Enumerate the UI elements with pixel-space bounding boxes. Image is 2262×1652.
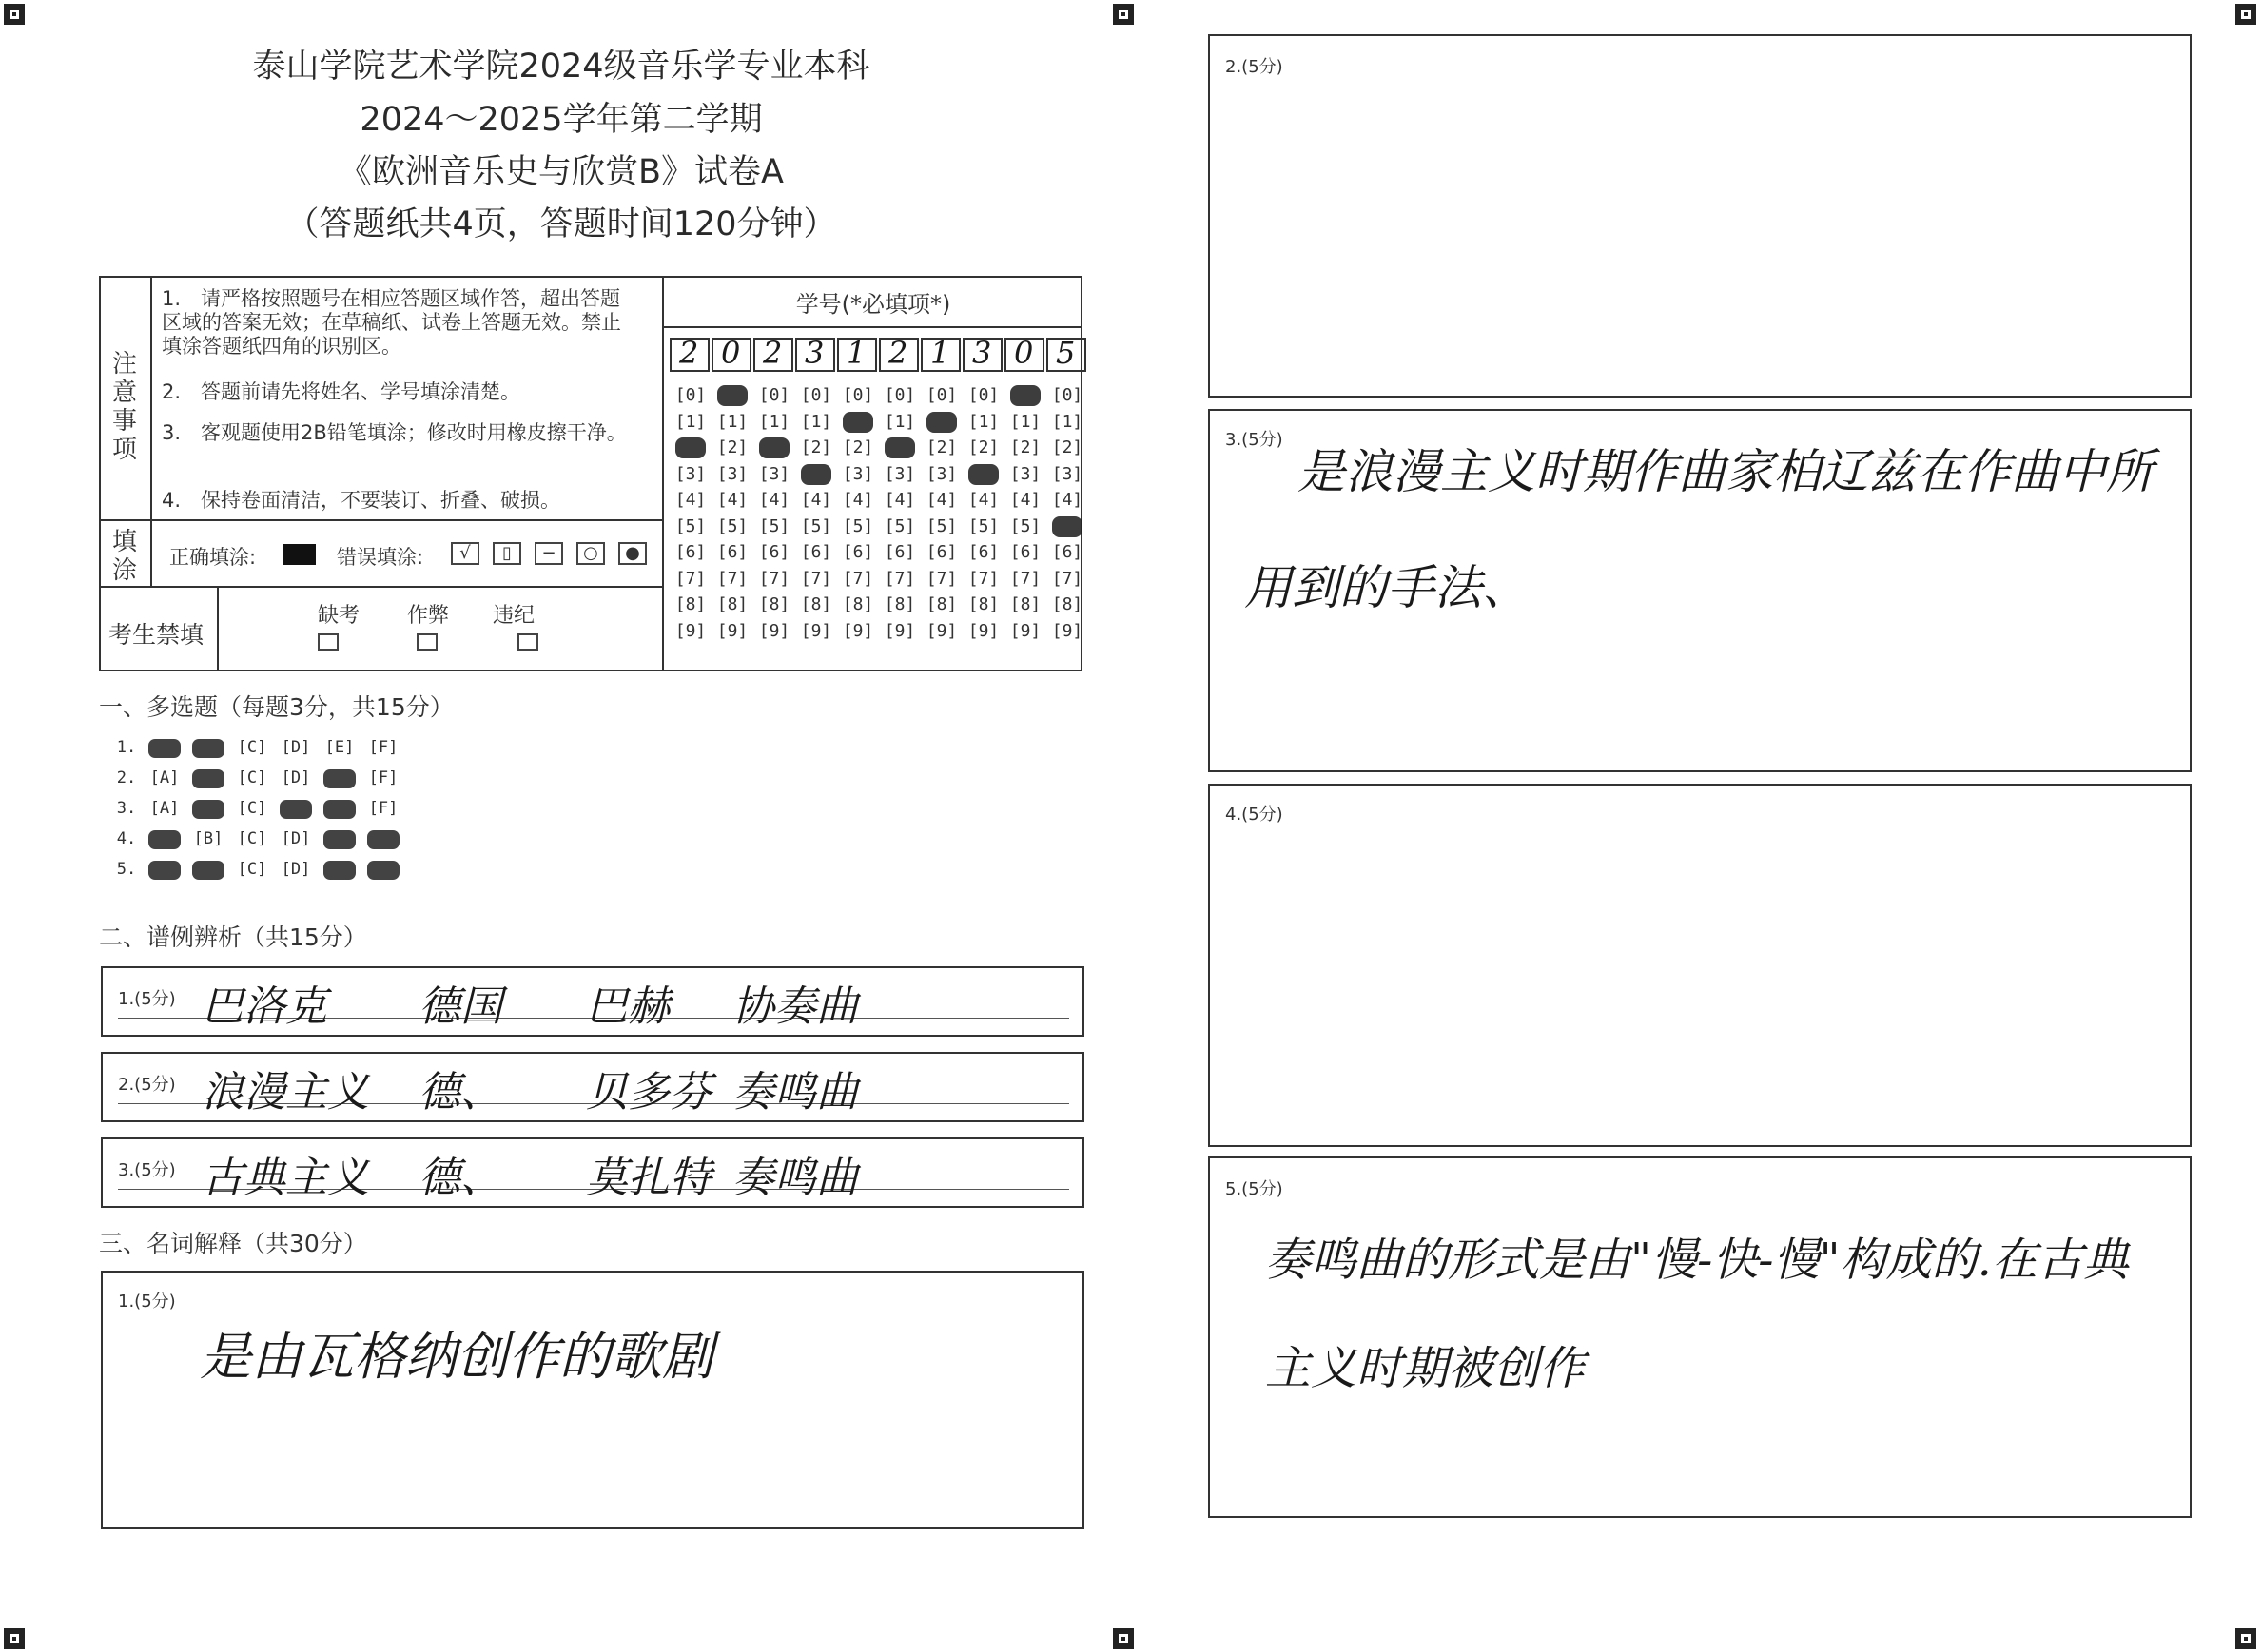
absent-checkbox[interactable] bbox=[318, 633, 339, 651]
wrong-fill-half: ▯ bbox=[493, 542, 521, 565]
student-id-digit: 3 bbox=[805, 335, 825, 371]
table-divider bbox=[217, 586, 219, 671]
student-id-bubble[interactable]: [8] bbox=[884, 594, 916, 614]
student-id-bubble[interactable]: [8] bbox=[674, 594, 707, 614]
mc-option[interactable]: [F] bbox=[368, 799, 399, 818]
student-id-bubble-filled[interactable] bbox=[885, 437, 915, 458]
student-id-bubble[interactable]: [7] bbox=[884, 568, 916, 589]
student-id-bubble[interactable]: [7] bbox=[800, 568, 832, 589]
mc-option-filled[interactable] bbox=[367, 830, 400, 849]
question-label: 2.(5分) bbox=[1225, 57, 1283, 77]
student-id-bubble[interactable]: [8] bbox=[926, 594, 958, 614]
student-id-bubble[interactable]: [5] bbox=[884, 515, 916, 536]
student-id-bubble[interactable]: [8] bbox=[1051, 594, 1083, 614]
student-id-bubble[interactable]: [4] bbox=[842, 490, 874, 510]
student-id-bubble[interactable]: [1] bbox=[800, 411, 832, 432]
handwritten-answer-part: 古典主义 bbox=[202, 1154, 369, 1202]
mc-option[interactable]: [C] bbox=[237, 799, 267, 818]
student-id-digit: 1 bbox=[930, 335, 950, 371]
student-id-digit: 2 bbox=[679, 335, 699, 371]
student-id-bubble[interactable]: [7] bbox=[967, 568, 1000, 589]
student-id-bubble[interactable]: [6] bbox=[842, 542, 874, 562]
section1-title: 一、多选题（每题3分，共15分） bbox=[99, 693, 454, 721]
mc-option[interactable]: [F] bbox=[368, 738, 399, 757]
forbidden-label: 考生禁填 bbox=[108, 621, 205, 649]
student-id-bubble[interactable]: [9] bbox=[842, 620, 874, 641]
student-id-bubble[interactable]: [3] bbox=[758, 463, 790, 484]
student-id-bubble[interactable]: [5] bbox=[926, 515, 958, 536]
handwritten-answer-part: 巴洛克 bbox=[202, 982, 327, 1031]
student-id-bubble[interactable]: [0] bbox=[800, 385, 832, 405]
table-divider bbox=[150, 519, 152, 586]
student-id-bubble[interactable]: [5] bbox=[758, 515, 790, 536]
question-label: 1.(5分) bbox=[118, 1292, 176, 1312]
student-id-bubble[interactable]: [5] bbox=[1009, 515, 1042, 536]
student-id-bubble[interactable]: [8] bbox=[716, 594, 749, 614]
student-id-bubble[interactable]: [5] bbox=[674, 515, 707, 536]
mc-question-number: 5. bbox=[116, 860, 137, 879]
student-id-digit: 2 bbox=[763, 335, 783, 371]
mc-question-number: 2. bbox=[116, 768, 137, 787]
student-id-bubble[interactable]: [1] bbox=[967, 411, 1000, 432]
student-id-bubble[interactable]: [8] bbox=[967, 594, 1000, 614]
handwritten-answer-part: 浪漫主义 bbox=[202, 1068, 369, 1117]
student-id-bubble[interactable]: [9] bbox=[884, 620, 916, 641]
mc-option-filled[interactable] bbox=[148, 830, 181, 849]
answer-box-term-4[interactable] bbox=[1208, 784, 2192, 1147]
student-id-digit: 2 bbox=[888, 335, 908, 371]
table-divider bbox=[99, 586, 664, 588]
section2-title: 二、谱例辨析（共15分） bbox=[99, 923, 367, 951]
mc-option-filled[interactable] bbox=[280, 800, 312, 819]
question-label: 3.(5分) bbox=[118, 1160, 176, 1180]
header-line-1: 泰山学院艺术学院2024级音乐学专业本科 bbox=[252, 48, 870, 86]
mc-option[interactable]: [A] bbox=[149, 768, 180, 787]
student-id-bubble[interactable]: [7] bbox=[1051, 568, 1083, 589]
wrong-fill-dot: ● bbox=[618, 542, 647, 565]
table-divider bbox=[150, 276, 152, 519]
wrong-fill-dash: − bbox=[535, 542, 563, 565]
table-divider bbox=[99, 519, 664, 521]
mc-option[interactable]: [F] bbox=[368, 768, 399, 787]
student-id-bubble[interactable]: [9] bbox=[1051, 620, 1083, 641]
question-label: 1.(5分) bbox=[118, 989, 176, 1009]
mc-option-filled[interactable] bbox=[192, 739, 224, 758]
answer-box-term-1[interactable] bbox=[101, 1271, 1084, 1529]
student-id-bubble[interactable]: [4] bbox=[758, 490, 790, 510]
student-id-bubble[interactable]: [0] bbox=[674, 385, 707, 405]
cheat-label: 作弊 bbox=[407, 604, 450, 628]
student-id-bubble[interactable]: [3] bbox=[716, 463, 749, 484]
student-id-bubble[interactable]: [6] bbox=[716, 542, 749, 562]
correct-fill-sample bbox=[283, 544, 316, 565]
mc-question-number: 1. bbox=[116, 738, 137, 757]
header-line-3: 《欧洲音乐史与欣赏B》试卷A bbox=[339, 153, 784, 191]
question-label: 5.(5分) bbox=[1225, 1179, 1283, 1199]
handwritten-answer-part: 德国 bbox=[419, 982, 502, 1031]
student-id-bubble[interactable]: [2] bbox=[1051, 437, 1083, 457]
student-id-bubble[interactable]: [5] bbox=[800, 515, 832, 536]
student-id-bubble[interactable]: [1] bbox=[716, 411, 749, 432]
student-id-bubble[interactable]: [1] bbox=[674, 411, 707, 432]
mc-option-filled[interactable] bbox=[323, 800, 356, 819]
student-id-bubble-filled[interactable] bbox=[1010, 385, 1041, 406]
wrong-fill-circle: ○ bbox=[576, 542, 605, 565]
student-id-bubble-filled[interactable] bbox=[968, 464, 999, 485]
mc-option[interactable]: [D] bbox=[281, 738, 311, 757]
discipline-checkbox[interactable] bbox=[517, 633, 538, 651]
student-id-bubble[interactable]: [3] bbox=[884, 463, 916, 484]
student-id-bubble[interactable]: [2] bbox=[842, 437, 874, 457]
student-id-digit: 0 bbox=[1014, 335, 1034, 371]
mc-option-filled[interactable] bbox=[323, 861, 356, 880]
handwritten-answer-part: 巴赫 bbox=[586, 982, 670, 1031]
notice-label: 注意事项 bbox=[111, 350, 137, 464]
student-id-bubble[interactable]: [6] bbox=[967, 542, 1000, 562]
mc-option[interactable]: [C] bbox=[237, 860, 267, 879]
registration-mark-bottom-center bbox=[1113, 1628, 1134, 1649]
handwritten-answer-part: 奏鸣曲 bbox=[732, 1154, 858, 1202]
student-id-bubble-filled[interactable] bbox=[759, 437, 790, 458]
mc-option-filled[interactable] bbox=[367, 861, 400, 880]
student-id-bubble[interactable]: [8] bbox=[758, 594, 790, 614]
student-id-bubble[interactable]: [4] bbox=[1009, 490, 1042, 510]
student-id-bubble[interactable]: [1] bbox=[1051, 411, 1083, 432]
header-line-2: 2024～2025学年第二学期 bbox=[360, 101, 763, 139]
student-id-bubble-filled[interactable] bbox=[717, 385, 748, 406]
question-label: 2.(5分) bbox=[118, 1075, 176, 1095]
mc-option[interactable]: [D] bbox=[281, 768, 311, 787]
mc-option-filled[interactable] bbox=[148, 861, 181, 880]
mc-option-filled[interactable] bbox=[192, 861, 224, 880]
student-id-bubble[interactable]: [6] bbox=[800, 542, 832, 562]
question-label: 4.(5分) bbox=[1225, 805, 1283, 825]
registration-mark-top-center bbox=[1113, 4, 1134, 25]
table-divider bbox=[662, 276, 664, 671]
student-id-bubble[interactable]: [9] bbox=[967, 620, 1000, 641]
mc-option-filled[interactable] bbox=[192, 800, 224, 819]
student-id-bubble[interactable]: [3] bbox=[674, 463, 707, 484]
student-id-bubble[interactable]: [6] bbox=[884, 542, 916, 562]
mc-option[interactable]: [D] bbox=[281, 860, 311, 879]
handwritten-answer-line-1: 奏鸣曲的形式是由"慢-快-慢"构成的.在古典 bbox=[1265, 1234, 2129, 1287]
handwritten-answer-line-2: 主义时期被创作 bbox=[1265, 1342, 1586, 1395]
student-id-bubble[interactable]: [5] bbox=[842, 515, 874, 536]
registration-mark-top-right bbox=[2235, 4, 2256, 25]
mc-option-filled[interactable] bbox=[323, 769, 356, 788]
student-id-bubble[interactable]: [6] bbox=[1051, 542, 1083, 562]
registration-mark-bottom-left bbox=[4, 1628, 25, 1649]
section3-title: 三、名词解释（共30分） bbox=[99, 1230, 367, 1257]
student-id-bubble[interactable]: [6] bbox=[1009, 542, 1042, 562]
mc-option-filled[interactable] bbox=[148, 739, 181, 758]
mc-option[interactable]: [E] bbox=[324, 738, 355, 757]
student-id-bubble[interactable]: [7] bbox=[1009, 568, 1042, 589]
student-id-bubble[interactable]: [3] bbox=[1051, 463, 1083, 484]
student-id-bubble[interactable]: [1] bbox=[884, 411, 916, 432]
notice-item-3: 3. 客观题使用2B铅笔填涂；修改时用橡皮擦干净。 bbox=[162, 421, 627, 444]
correct-fill-label: 正确填涂: bbox=[169, 546, 257, 569]
question-label: 3.(5分) bbox=[1225, 430, 1283, 450]
student-id-bubble[interactable]: [9] bbox=[1009, 620, 1042, 641]
mc-option-filled[interactable] bbox=[192, 769, 224, 788]
student-id-bubble[interactable]: [0] bbox=[967, 385, 1000, 405]
mc-option[interactable]: [A] bbox=[149, 799, 180, 818]
notice-item-4: 4. 保持卷面清洁，不要装订、折叠、破损。 bbox=[162, 489, 561, 512]
student-id-bubble[interactable]: [4] bbox=[884, 490, 916, 510]
student-id-bubble[interactable]: [7] bbox=[842, 568, 874, 589]
registration-mark-bottom-right bbox=[2235, 1628, 2256, 1649]
student-id-bubble-filled[interactable] bbox=[1052, 516, 1082, 537]
student-id-bubble[interactable]: [7] bbox=[758, 568, 790, 589]
student-id-bubble[interactable]: [4] bbox=[1051, 490, 1083, 510]
student-id-bubble[interactable]: [3] bbox=[1009, 463, 1042, 484]
student-id-bubble[interactable]: [2] bbox=[716, 437, 749, 457]
student-id-bubble[interactable]: [7] bbox=[926, 568, 958, 589]
registration-mark-top-left bbox=[4, 4, 25, 25]
student-id-bubble[interactable]: [8] bbox=[1009, 594, 1042, 614]
student-id-bubble[interactable]: [6] bbox=[758, 542, 790, 562]
mc-question-number: 3. bbox=[116, 799, 137, 818]
handwritten-answer-part: 贝多芬 bbox=[586, 1068, 712, 1117]
student-id-bubble[interactable]: [2] bbox=[967, 437, 1000, 457]
student-id-bubble[interactable]: [5] bbox=[967, 515, 1000, 536]
wrong-fill-label: 错误填涂: bbox=[337, 546, 424, 569]
mc-option[interactable]: [C] bbox=[237, 738, 267, 757]
wrong-fill-check: √ bbox=[451, 542, 479, 565]
student-id-digit: 3 bbox=[972, 335, 992, 371]
student-id-bubble[interactable]: [4] bbox=[800, 490, 832, 510]
student-id-bubble[interactable]: [3] bbox=[842, 463, 874, 484]
student-id-bubble[interactable]: [9] bbox=[758, 620, 790, 641]
mc-question-number: 4. bbox=[116, 829, 137, 848]
handwritten-answer-part: 奏鸣曲 bbox=[732, 1068, 858, 1117]
handwritten-answer-part: 协奏曲 bbox=[732, 982, 858, 1031]
student-id-bubble[interactable]: [0] bbox=[1051, 385, 1083, 405]
answer-box-term-2[interactable] bbox=[1208, 34, 2192, 398]
student-id-bubble[interactable]: [4] bbox=[674, 490, 707, 510]
student-id-bubble[interactable]: [9] bbox=[926, 620, 958, 641]
student-id-bubble[interactable]: [7] bbox=[674, 568, 707, 589]
mc-option[interactable]: [C] bbox=[237, 768, 267, 787]
student-id-bubble[interactable]: [2] bbox=[800, 437, 832, 457]
id-divider bbox=[664, 326, 1082, 328]
student-id-digit: 0 bbox=[721, 335, 741, 371]
handwritten-answer-line-1: 是浪漫主义时期作曲家柏辽兹在作曲中所 bbox=[1297, 444, 2154, 499]
student-id-bubble[interactable]: [9] bbox=[800, 620, 832, 641]
student-id-bubble[interactable]: [2] bbox=[926, 437, 958, 457]
student-id-bubble[interactable]: [8] bbox=[800, 594, 832, 614]
student-id-bubble[interactable]: [9] bbox=[716, 620, 749, 641]
mc-option-filled[interactable] bbox=[323, 830, 356, 849]
fill-label: 填涂 bbox=[111, 528, 137, 585]
handwritten-answer-part: 莫扎特 bbox=[586, 1154, 712, 1202]
header-line-4: （答题纸共4页，答题时间120分钟） bbox=[285, 205, 837, 243]
student-id-bubble[interactable]: [3] bbox=[926, 463, 958, 484]
student-id-digit: 5 bbox=[1056, 335, 1076, 371]
student-id-bubble[interactable]: [4] bbox=[716, 490, 749, 510]
notice-item-2: 2. 答题前请先将姓名、学号填涂清楚。 bbox=[162, 380, 521, 403]
handwritten-answer-part: 德、 bbox=[419, 1154, 502, 1202]
student-id-bubble[interactable]: [8] bbox=[842, 594, 874, 614]
student-id-bubble[interactable]: [6] bbox=[926, 542, 958, 562]
handwritten-answer-part: 德、 bbox=[419, 1068, 502, 1117]
student-id-bubble[interactable]: [4] bbox=[926, 490, 958, 510]
student-id-bubble[interactable]: [0] bbox=[884, 385, 916, 405]
student-id-bubble[interactable]: [4] bbox=[967, 490, 1000, 510]
cheat-checkbox[interactable] bbox=[417, 633, 438, 651]
student-id-bubble[interactable]: [0] bbox=[842, 385, 874, 405]
student-id-bubble-filled[interactable] bbox=[926, 412, 957, 433]
discipline-label: 违纪 bbox=[493, 604, 536, 628]
mc-option[interactable]: [B] bbox=[193, 829, 224, 848]
student-id-bubble[interactable]: [6] bbox=[674, 542, 707, 562]
handwritten-answer: 是由瓦格纳创作的歌剧 bbox=[200, 1327, 713, 1387]
absent-label: 缺考 bbox=[318, 604, 361, 628]
student-id-digit: 1 bbox=[847, 335, 867, 371]
student-id-title: 学号(*必填项*) bbox=[795, 291, 951, 318]
student-id-bubble-filled[interactable] bbox=[801, 464, 831, 485]
student-id-bubble[interactable]: [1] bbox=[1009, 411, 1042, 432]
student-id-bubble-filled[interactable] bbox=[843, 412, 873, 433]
student-id-bubble[interactable]: [0] bbox=[926, 385, 958, 405]
student-id-bubble[interactable]: [0] bbox=[758, 385, 790, 405]
student-id-bubble[interactable]: [9] bbox=[674, 620, 707, 641]
mc-option[interactable]: [D] bbox=[281, 829, 311, 848]
student-id-bubble-filled[interactable] bbox=[675, 437, 706, 458]
student-id-bubble[interactable]: [1] bbox=[758, 411, 790, 432]
handwritten-answer-line-2: 用到的手法、 bbox=[1244, 560, 1530, 615]
notice-item-1: 1. 请严格按照题号在相应答题区域作答，超出答题区域的答案无效；在草稿纸、试卷上答题无效。禁止填涂答题纸四角的识别区。 bbox=[162, 287, 621, 358]
student-id-bubble[interactable]: [2] bbox=[1009, 437, 1042, 457]
student-id-bubble[interactable]: [7] bbox=[716, 568, 749, 589]
mc-option[interactable]: [C] bbox=[237, 829, 267, 848]
student-id-bubble[interactable]: [5] bbox=[716, 515, 749, 536]
